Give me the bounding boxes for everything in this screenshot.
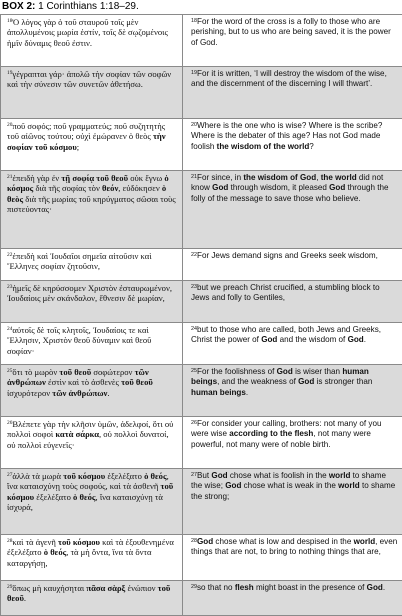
english-text-segment: God <box>212 183 228 192</box>
english-text-segment: is stronger than <box>314 377 372 386</box>
english-text-segment: God <box>211 471 227 480</box>
greek-text-segment: Βλέπετε γὰρ τὴν κλῆσιν ὑμῶν, ἀδελφοί, ὅτι οὐ πολλοὶ σοφοὶ <box>7 419 173 439</box>
english-text-segment: But <box>197 471 211 480</box>
greek-text-segment: ποῦ σοφός; ποῦ γραμματεύς; ποῦ συζητητὴς τοῦ αἰῶνος τούτου; οὐχὶ ἐμώρανεν ὁ θεὸς <box>7 121 165 141</box>
greek-text-cell <box>1 581 183 616</box>
greek-verse-number: 20 <box>7 122 12 128</box>
greek-text-segment: Ὁ λόγος γὰρ ὁ τοῦ σταυροῦ τοῖς μὲν ἀπολλυμένοις μωρία ἐστίν, τοῖς δὲ σῳζομένοις ἡμῖν δύναμις θεοῦ ἐστιν. <box>7 17 168 48</box>
english-verse-number: 23 <box>191 284 197 290</box>
english-text-segment: , not many were powerful, not many were of noble birth. <box>191 429 371 448</box>
greek-verse-number: 22 <box>7 252 12 258</box>
greek-verse-number: 27 <box>7 472 12 478</box>
english-text-cell <box>183 417 402 469</box>
greek-text-segment: τοῦ κόσμου <box>58 537 100 547</box>
english-text-cell <box>183 15 402 67</box>
greek-text-segment: τοῦ κόσμου <box>63 471 105 481</box>
greek-text-segment: ἐξελέξατο <box>105 471 144 481</box>
english-text-segment: God <box>277 367 293 376</box>
english-text-segment: For since, in <box>197 173 243 182</box>
greek-text-cell <box>1 535 183 581</box>
greek-text-segment: κατὰ σάρκα <box>55 429 99 439</box>
greek-text-segment: ὁ θεός <box>73 492 96 502</box>
english-text-cell <box>183 119 402 171</box>
greek-text-segment: διὰ τῆς μωρίας τοῦ κηρύγματος σῶσαι τοὺς πιστεύοντας· <box>7 194 176 214</box>
greek-text-segment: . <box>24 593 26 603</box>
greek-text-segment: καὶ τὰ ἐξουθενημένα ἐξελέξατο <box>7 537 174 557</box>
english-text-segment: , <box>316 173 321 182</box>
greek-text-cell <box>1 171 183 249</box>
box-title <box>0 0 402 14</box>
english-text-segment: . <box>364 335 366 344</box>
english-text-segment: chose what is weak in the <box>241 481 338 490</box>
english-text-segment: , and the weakness of <box>217 377 298 386</box>
greek-text-segment: τῶν ἀνθρώπων <box>52 388 107 398</box>
english-text-segment: God <box>329 183 345 192</box>
english-text-cell <box>183 469 402 535</box>
greek-text-segment: διὰ τῆς σοφίας τὸν <box>33 183 102 193</box>
greek-text-cell <box>1 365 183 417</box>
english-verse-number: 19 <box>191 70 197 76</box>
greek-text-segment: γέγραπται γάρ· ἀπολῶ τὴν σοφίαν τῶν σοφῶν καὶ τὴν σύνεσιν τῶν συνετῶν ἀθετήσω. <box>7 69 171 89</box>
greek-text-cell <box>1 249 183 281</box>
english-text-cell <box>183 281 402 323</box>
greek-verse-number: 28 <box>7 538 12 544</box>
greek-text-cell <box>1 67 183 119</box>
greek-text-segment: καὶ τὰ ἀγενῆ <box>12 537 58 547</box>
english-text-segment: to shame the wise; <box>191 471 386 490</box>
english-text-segment: chose what is foolish in the <box>228 471 329 480</box>
english-verse-number: 28 <box>191 538 197 544</box>
verse-row <box>1 281 402 323</box>
english-verse-number: 25 <box>191 368 197 374</box>
greek-verse-number: 19 <box>7 70 12 76</box>
greek-text-segment: ἡμεῖς δὲ κηρύσσομεν Χριστὸν ἐσταυρωμένον, Ἰουδαίοις μὲν σκάνδαλον, ἔθνεσιν δὲ μωρίαν, <box>7 283 172 303</box>
english-text-segment: ? <box>309 142 314 151</box>
greek-text-segment: ἐπειδὴ καὶ Ἰουδαῖοι σημεῖα αἰτοῦσιν καὶ Ἕλληνες σοφίαν ζητοῦσιν, <box>7 251 152 271</box>
english-text-segment: God <box>367 583 383 592</box>
english-text-segment: world <box>338 481 360 490</box>
greek-verse-number: 26 <box>7 420 12 426</box>
verse-row <box>1 15 402 67</box>
greek-text-cell <box>1 15 183 67</box>
english-text-segment: God <box>298 377 314 386</box>
greek-text-segment: ἐπειδὴ γὰρ ἐν <box>12 173 61 183</box>
english-text-segment: did not know <box>191 173 383 192</box>
greek-text-segment: τοῦ θεοῦ <box>59 367 91 377</box>
english-verse-number: 21 <box>191 174 197 180</box>
english-text-segment: is wiser than <box>293 367 342 376</box>
english-text-segment: Where is the one who is wise? Where is the scribe? Where is the debater of this age? Has not God made foolish <box>191 121 382 151</box>
greek-text-cell <box>1 119 183 171</box>
english-text-cell <box>183 249 402 281</box>
verse-row <box>1 67 402 119</box>
greek-text-segment: τῶν ἀνθρώπων <box>7 367 149 387</box>
parallel-text-table <box>0 14 402 616</box>
verse-row <box>1 581 402 616</box>
english-verse-number: 26 <box>191 420 197 426</box>
english-text-segment: world <box>329 471 351 480</box>
english-text-segment: For it is written, ‘I will destroy the wisdom of the wise, and the discernment of the discerning I will thwart’. <box>191 69 387 88</box>
greek-text-segment: ; <box>77 142 79 152</box>
verse-row <box>1 417 402 469</box>
english-text-segment: God <box>225 481 241 490</box>
english-text-segment: but we preach Christ crucified, a stumbling block to Jews and folly to Gentiles, <box>191 283 380 302</box>
english-text-cell <box>183 323 402 365</box>
greek-text-segment: αὐτοῖς δὲ τοῖς κλητοῖς, Ἰουδαίοις τε καὶ Ἕλλησιν, Χριστὸν θεοῦ δύναμιν καὶ θεοῦ σοφίαν· <box>7 325 151 356</box>
greek-text-segment: ἐξελέξατο <box>34 492 73 502</box>
greek-text-segment: τὴν σοφίαν τοῦ κόσμου <box>7 131 166 151</box>
box-reference: 1 Corinthians 1:18–29. <box>35 1 138 12</box>
verse-row <box>1 323 402 365</box>
greek-text-segment: ὁ θεός <box>144 471 167 481</box>
greek-text-segment: ἰσχυρότερον <box>7 388 52 398</box>
greek-text-segment: τοῦ θεοῦ <box>7 583 170 603</box>
english-verse-number: 24 <box>191 326 197 332</box>
greek-verse-number: 25 <box>7 368 12 374</box>
english-text-cell <box>183 581 402 616</box>
greek-verse-number: 23 <box>7 284 12 290</box>
english-verse-number: 18 <box>191 18 197 24</box>
greek-verse-number: 29 <box>7 584 12 590</box>
english-text-cell <box>183 535 402 581</box>
english-text-segment: flesh <box>235 583 254 592</box>
greek-text-cell <box>1 469 183 535</box>
english-verse-number: 22 <box>191 252 197 258</box>
english-text-segment: . <box>246 388 248 397</box>
verse-row <box>1 119 402 171</box>
english-text-cell <box>183 67 402 119</box>
english-text-cell <box>183 171 402 249</box>
greek-text-segment: τοῦ θεοῦ <box>121 377 153 387</box>
english-text-segment: and the wisdom of <box>277 335 347 344</box>
english-text-segment: according to the flesh <box>229 429 313 438</box>
greek-text-segment: , ἵνα καταισχύνῃ τοὺς σοφούς, καὶ τὰ ἀσθενῆ <box>7 471 169 491</box>
greek-text-segment: ἐνώπιον <box>125 583 157 593</box>
english-verse-number: 27 <box>191 472 197 478</box>
english-text-segment: human beings <box>191 388 246 397</box>
english-text-segment: to shame the strong; <box>191 481 395 500</box>
english-text-segment: God <box>348 335 364 344</box>
english-text-segment: For consider your calling, brothers: not many of you were wise <box>191 419 381 438</box>
greek-text-segment: ὁ θεός <box>44 547 67 557</box>
greek-text-segment: τοῦ κόσμου <box>7 481 173 501</box>
greek-text-segment: ἐστὶν καὶ τὸ ἀσθενὲς <box>46 377 121 387</box>
greek-text-segment: , τὰ μὴ ὄντα, ἵνα τὰ ὄντα καταργήσῃ, <box>7 547 151 567</box>
greek-text-cell <box>1 417 183 469</box>
english-text-segment: might boast in the presence of <box>254 583 367 592</box>
greek-text-cell <box>1 323 183 365</box>
greek-text-segment: ὅτι τὸ μωρὸν <box>12 367 59 377</box>
english-text-segment: God <box>197 537 213 546</box>
greek-verse-number: 18 <box>7 18 12 24</box>
greek-text-segment: ἀλλὰ τὰ μωρὰ <box>12 471 63 481</box>
verse-row <box>1 171 402 249</box>
english-text-segment: For the foolishness of <box>197 367 277 376</box>
greek-text-segment: , εὐδόκησεν <box>118 183 162 193</box>
english-text-segment: . <box>383 583 385 592</box>
english-text-segment: world <box>354 537 376 546</box>
english-verse-number: 20 <box>191 122 197 128</box>
verse-row <box>1 469 402 535</box>
english-text-segment: the wisdom of the world <box>217 142 310 151</box>
english-text-cell <box>183 365 402 417</box>
english-text-segment: the world <box>321 173 357 182</box>
english-text-segment: through wisdom, it pleased <box>228 183 329 192</box>
greek-text-segment: θεόν <box>102 183 118 193</box>
greek-text-cell <box>1 281 183 323</box>
greek-text-segment: πᾶσα σὰρξ <box>86 583 125 593</box>
greek-text-segment: . <box>107 388 109 398</box>
greek-text-segment: ὅπως μὴ καυχήσηται <box>12 583 86 593</box>
greek-verse-number: 24 <box>7 326 12 332</box>
english-text-segment: so that no <box>197 583 235 592</box>
english-text-segment: but to those who are called, both Jews and Greeks, Christ the power of <box>191 325 381 344</box>
english-text-segment: For Jews demand signs and Greeks seek wisdom, <box>197 251 378 260</box>
english-verse-number: 29 <box>191 584 197 590</box>
greek-text-segment: σοφώτερον <box>91 367 134 377</box>
box-label: BOX 2: <box>2 1 35 12</box>
english-text-segment: human beings <box>191 367 369 386</box>
verse-row <box>1 249 402 281</box>
english-text-segment: , even things that are not, to bring to nothing things that are, <box>191 537 397 556</box>
greek-text-segment: , ἵνα καταισχύνῃ τὰ ἰσχυρά, <box>7 492 163 512</box>
english-text-segment: chose what is low and despised in the <box>213 537 353 546</box>
verse-row <box>1 365 402 417</box>
english-text-segment: For the word of the cross is a folly to those who are perishing, but to us who are being saved, it is the power of God. <box>191 17 391 47</box>
greek-text-segment: τῇ σοφίᾳ τοῦ θεοῦ <box>61 173 128 183</box>
greek-verse-number: 21 <box>7 174 12 180</box>
greek-text-segment: ὁ κόσμος <box>7 173 169 193</box>
english-text-segment: the wisdom of God <box>243 173 316 182</box>
english-text-segment: God <box>261 335 277 344</box>
english-text-segment: through the folly of the message to save those who believe. <box>191 183 389 202</box>
greek-text-segment: οὐκ ἔγνω <box>128 173 164 183</box>
greek-text-segment: ὁ θεὸς <box>7 183 166 203</box>
greek-text-segment: , οὐ πολλοὶ δυνατοί, οὐ πολλοὶ εὐγενεῖς· <box>7 429 169 449</box>
verse-row <box>1 535 402 581</box>
